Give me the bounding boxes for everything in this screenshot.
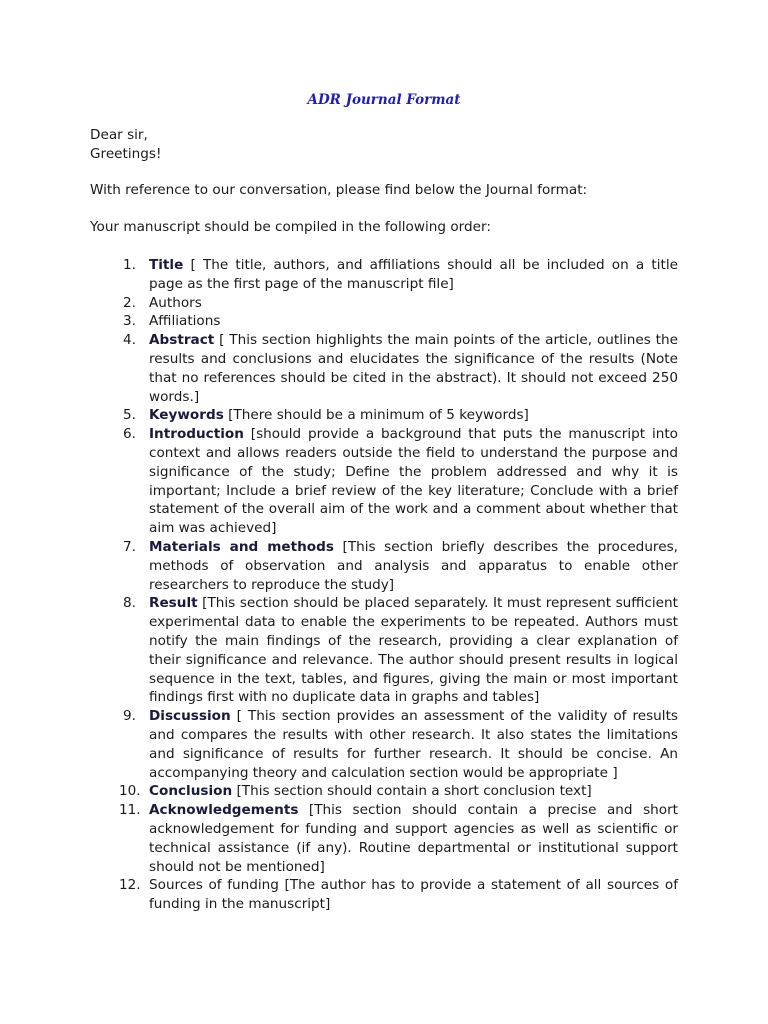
item-description: [ This section provides an assessment of the validity of results and compares the results with other research. It also states the limitations and significance of results for further research. It should be concise. An accompanying theory and calculation section would be appropriate ] (149, 708, 678, 781)
list-item (0, 256, 678, 294)
item-term: Discussion (149, 708, 231, 725)
item-term: Title (149, 257, 184, 273)
list-item (0, 312, 678, 331)
item-number: 8. (123, 595, 136, 612)
item-term: Result (149, 595, 198, 612)
item-number: 12. (119, 877, 141, 894)
item-description: [ This section highlights the main points of the article, outlines the results and conclusions and elucidates the significance of the results (Note that no references should be cited in the abstract). It should not exceed 250 words.] (149, 332, 678, 405)
intro-paragraph: With reference to our conversation, please find below the Journal format: (90, 182, 588, 198)
item-number: 11. (119, 802, 141, 819)
item-number: 9. (123, 708, 136, 725)
item-number: 3. (123, 313, 136, 330)
item-number: 6. (123, 426, 136, 443)
list-item (0, 876, 678, 914)
list-item (0, 538, 678, 594)
item-number: 4. (123, 332, 136, 349)
list-item (0, 406, 678, 425)
item-description: Affiliations (149, 313, 221, 330)
item-term: Keywords (149, 407, 224, 424)
salutation-block (90, 126, 161, 164)
item-description: [This section briefly describes the procedures, methods of observation and analysis and apparatus to enable other researchers to reproduce the study] (149, 538, 678, 593)
item-description: [This section should be placed separately. It must represent sufficient experimental data to enable the experiments to be repeated. Authors must notify the main findings of the research, providing a clear explanation of their significance and relevance. The author should present results in logical sequence in the text, tables, and figures, giving the main or most important findings first with no duplicate data in graphs and tables] (149, 595, 678, 706)
item-description: Authors (149, 294, 202, 311)
list-item (0, 294, 678, 313)
item-description: [ The title, authors, and affiliations should all be included on a title page as the first page of the manuscript file] (149, 257, 678, 292)
item-term: Abstract (149, 332, 215, 349)
item-description: Sources of funding [The author has to provide a statement of all sources of funding in the manuscript] (149, 877, 678, 913)
item-term: Introduction (149, 426, 244, 443)
item-description: [There should be a minimum of 5 keywords] (223, 407, 529, 424)
item-number: 5. (123, 407, 136, 424)
list-item (0, 801, 678, 876)
greeting: Greetings! (90, 145, 162, 162)
document-title: ADR Journal Format (307, 92, 461, 108)
list-item (0, 594, 678, 707)
manuscript-order-list (0, 256, 768, 914)
item-term: Conclusion (149, 783, 233, 800)
item-description: [This section should contain a short conclusion text] (232, 783, 592, 800)
item-number: 10. (119, 783, 141, 800)
item-number: 7. (123, 538, 136, 555)
salutation: Dear sir, (90, 127, 148, 143)
item-term: Materials and methods (149, 538, 334, 555)
list-item (0, 425, 678, 538)
list-item (0, 331, 678, 406)
item-description: [This section should contain a precise and short acknowledgement for funding and support agencies as well as scientific or technical assistance (if any). Routine departmental or institutional support should not be mentioned] (149, 802, 678, 875)
item-description: [should provide a background that puts the manuscript into context and allows readers outside the field to understand the purpose and significance of the study; Define the problem addressed and why it is important; Include a brief review of the key literature; Conclude with a brief statement of the overall aim of the work and a comment about whether that aim was achieved] (149, 426, 678, 537)
list-item (0, 707, 678, 782)
item-term: Acknowledgements (149, 802, 299, 819)
item-number: 1. (123, 257, 136, 273)
list-item (0, 782, 678, 801)
order-paragraph: Your manuscript should be compiled in the following order: (90, 219, 491, 235)
item-number: 2. (123, 294, 136, 311)
